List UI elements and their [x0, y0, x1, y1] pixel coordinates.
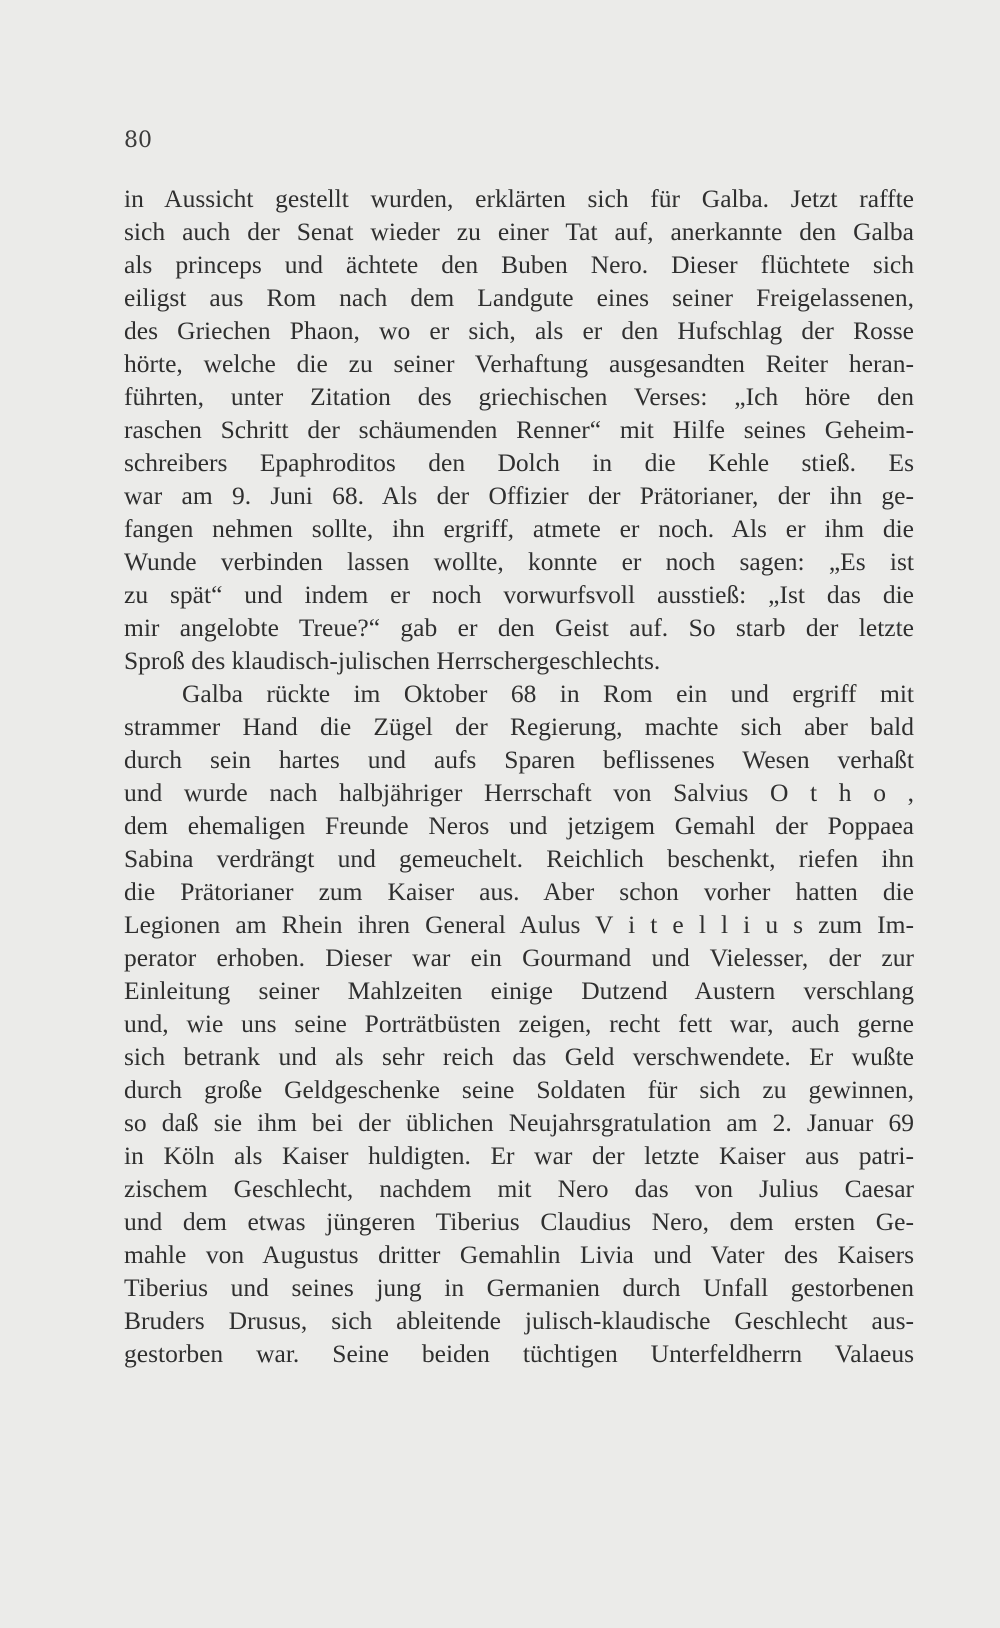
text-line: schreibers Epaphroditos den Dolch in die Kehle stieß. Es	[124, 448, 914, 477]
text-line: mir angelobte Treue?“ gab er den Geist auf. So starb der letzte	[124, 613, 914, 642]
text-line: strammer Hand die Zügel der Regierung, machte sich aber bald	[124, 712, 914, 741]
text-line: sich auch der Senat wieder zu einer Tat auf, anerkannte den Galba	[124, 217, 914, 246]
text-line: Wunde verbinden lassen wollte, konnte er noch sagen: „Es ist	[124, 547, 914, 576]
text-line: war am 9. Juni 68. Als der Offizier der Prätorianer, der ihn ge-	[124, 481, 914, 510]
text-line: perator erhoben. Dieser war ein Gourmand und Vielesser, der zur	[124, 943, 914, 972]
text-line: Legionen am Rhein ihren General Aulus V i t e l l i u s zum Im-	[124, 910, 914, 939]
text-line: führten, unter Zitation des griechischen Verses: „Ich höre den	[124, 382, 914, 411]
text-line: als princeps und ächtete den Buben Nero. Dieser flüchtete sich	[124, 250, 914, 279]
text-line: mahle von Augustus dritter Gemahlin Livia und Vater des Kaisers	[124, 1240, 914, 1269]
paragraph-end-line: Sproß des klaudisch-julischen Herrschergeschlechts.	[124, 646, 661, 675]
page-number: 80	[124, 128, 152, 153]
text-line: Tiberius und seines jung in Germanien durch Unfall gestorbenen	[124, 1273, 914, 1302]
text-line: und dem etwas jüngeren Tiberius Claudius Nero, dem ersten Ge-	[124, 1207, 914, 1236]
text-line: sich betrank und als sehr reich das Geld verschwendete. Er wußte	[124, 1042, 914, 1071]
text-line: und wurde nach halbjähriger Herrschaft von Salvius O t h o ,	[124, 778, 914, 807]
text-line: dem ehemaligen Freunde Neros und jetzigem Gemahl der Poppaea	[124, 811, 914, 840]
text-line: in Aussicht gestellt wurden, erklärten sich für Galba. Jetzt raffte	[124, 184, 914, 213]
text-line: Einleitung seiner Mahlzeiten einige Dutzend Austern verschlang	[124, 976, 914, 1005]
text-line: Sabina verdrängt und gemeuchelt. Reichlich beschenkt, riefen ihn	[124, 844, 914, 873]
text-line: hörte, welche die zu seiner Verhaftung ausgesandten Reiter heran-	[124, 349, 914, 378]
text-line: fangen nehmen sollte, ihn ergriff, atmete er noch. Als er ihm die	[124, 514, 914, 543]
text-line: gestorben war. Seine beiden tüchtigen Unterfeldherrn Valaeus	[124, 1339, 914, 1368]
text-line: so daß sie ihm bei der üblichen Neujahrsgratulation am 2. Januar 69	[124, 1108, 914, 1137]
text-line: durch große Geldgeschenke seine Soldaten für sich zu gewinnen,	[124, 1075, 914, 1104]
text-line: raschen Schritt der schäumenden Renner“ mit Hilfe seines Geheim-	[124, 415, 914, 444]
text-line: die Prätorianer zum Kaiser aus. Aber schon vorher hatten die	[124, 877, 914, 906]
text-line: des Griechen Phaon, wo er sich, als er den Hufschlag der Rosse	[124, 316, 914, 345]
text-line: durch sein hartes und aufs Sparen beflissenes Wesen verhaßt	[124, 745, 914, 774]
text-line: Bruders Drusus, sich ableitende julisch-klaudische Geschlecht aus-	[124, 1306, 914, 1335]
text-line: zu spät“ und indem er noch vorwurfsvoll ausstieß: „Ist das die	[124, 580, 914, 609]
body-text	[124, 182, 914, 1370]
text-line: eiligst aus Rom nach dem Landgute eines seiner Freigelassenen,	[124, 283, 914, 312]
text-line: in Köln als Kaiser huldigten. Er war der letzte Kaiser aus patri-	[124, 1141, 914, 1170]
text-line: zischem Geschlecht, nachdem mit Nero das von Julius Caesar	[124, 1174, 914, 1203]
text-line: und, wie uns seine Porträtbüsten zeigen, recht fett war, auch gerne	[124, 1009, 914, 1038]
paragraph-start-line: Galba rückte im Oktober 68 in Rom ein und ergriff mit	[182, 679, 914, 708]
